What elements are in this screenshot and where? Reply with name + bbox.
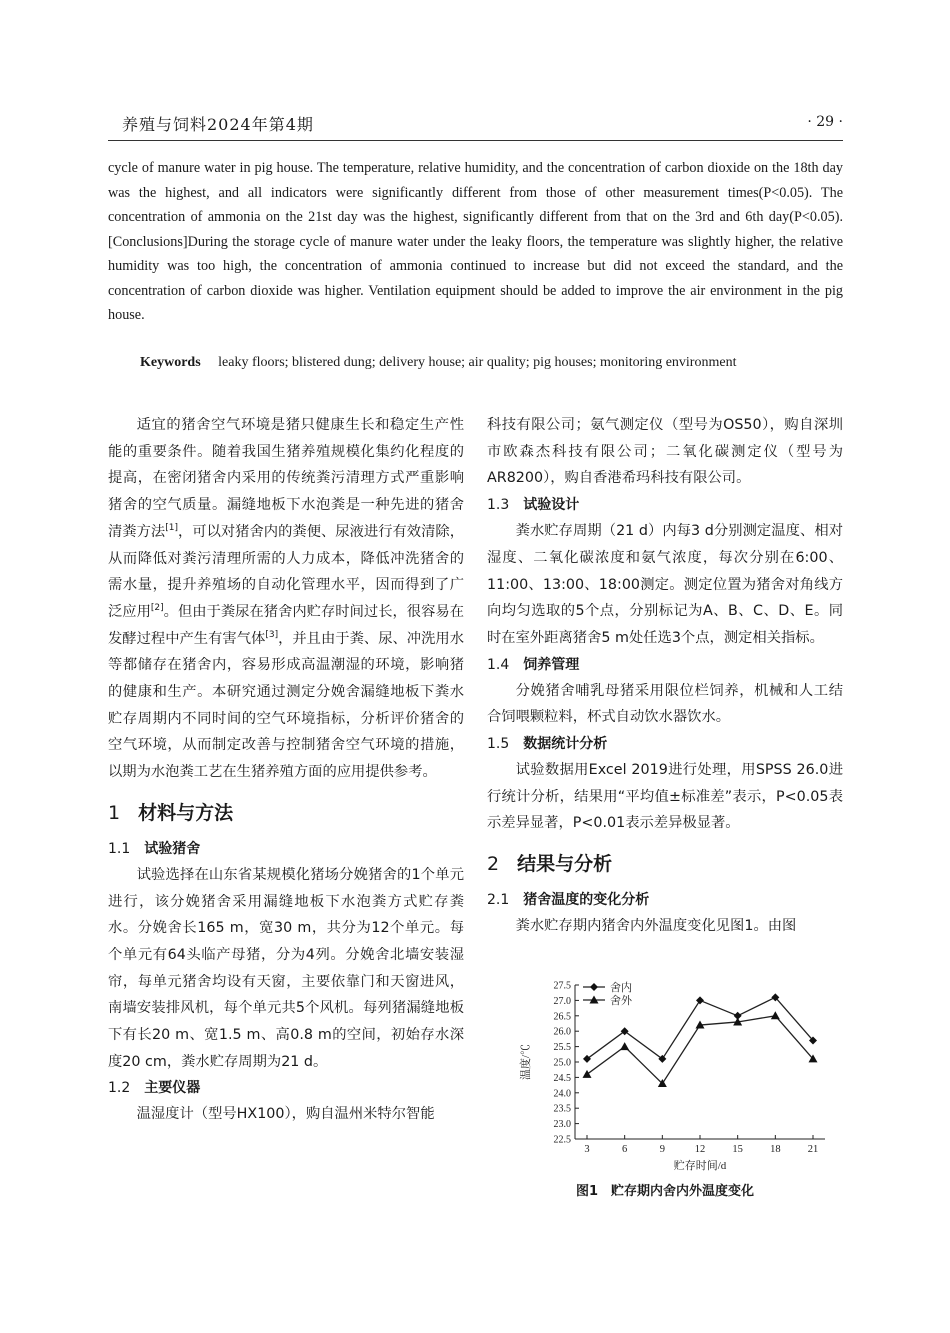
figure-caption: 图1 贮存期内舍内外温度变化 [575, 1184, 755, 1199]
section-1-4-heading: 1.4 饲养管理 [487, 656, 580, 673]
x-tick-label: 12 [694, 1144, 706, 1155]
x-tick-label: 21 [807, 1144, 819, 1155]
section-1-1-heading: 1.1 试验猪舍 [108, 840, 201, 857]
section-1-1-text: 试验选择在山东省某规模化猪场分娩猪舍的1个单元进行，该分娩猪舍采用漏缝地板下水泡粪方式贮存粪水。分娩舍长165 m，宽30 m，共分为12个单元。每个单元有64头临产母猪，分为4列。分娩舍北墙安装湿帘，每单元猪舍均设有天窗，主要依靠门和天窗进风，南墙安装排风机，每个单元共5个风机。每列猪漏缝地板下有长20 m、宽1.5 m、高0.8 m的空间，初始存水深度20 cm，粪水贮存周期为21 d。 [108, 866, 464, 1070]
journal-title: 养殖与饲料2024年第4期 [122, 115, 314, 134]
data-point-0-3 [696, 996, 704, 1004]
section-2-heading: 2 结果与分析 [487, 853, 613, 876]
left-column [108, 412, 464, 1128]
right-column [487, 412, 843, 940]
legend-marker-0 [590, 983, 598, 991]
section-2-1-heading: 2.1 猪舍温度的变化分析 [487, 892, 650, 909]
y-axis-label: 温度/℃ [520, 1043, 532, 1081]
x-tick-label: 3 [584, 1144, 590, 1155]
y-tick-label: 23.0 [553, 1119, 571, 1131]
section-2-1-text: 粪水贮存期内猪舍内外温度变化见图1。由图 [515, 918, 797, 935]
section-1-5-text: 试验数据用Excel 2019进行处理，用SPSS 26.0进行统计分析，结果用“平均值±标准差”表示，P<0.05表示差异显著，P<0.01表示差异极显著。 [487, 762, 843, 832]
abstract-text: cycle of manure water in pig house. The temperature, relative humidity, and the concentration of carbon dioxide on the 18th day was the highest, and all indicators were significantly different from those of other measurement times(P<0.05). The concentration of ammonia on the 21st day was the highest, significantly different from that on the 3rd and 6th day(P<0.05).[Conclusions]During the storage cycle of manure water under the leaky floors, the temperature was slightly higher, the relative humidity was too high, the concentration of ammonia continued to increase but did not exceed the standard, and the concentration of carbon dioxide was higher. Ventilation equipment should be added to improve the air environment in the pig house. [108, 160, 843, 323]
y-tick-label: 22.5 [553, 1134, 571, 1146]
data-point-1-1 [620, 1042, 629, 1050]
data-point-1-0 [583, 1070, 592, 1078]
ref-1[interactable]: [1] [165, 523, 178, 534]
y-tick-label: 26.0 [553, 1026, 571, 1038]
y-tick-label: 23.5 [553, 1103, 571, 1115]
section-1-5-heading: 1.5 数据统计分析 [487, 736, 608, 753]
temperature-line-chart [515, 975, 835, 1175]
x-tick-label: 6 [622, 1144, 628, 1155]
y-tick-label: 27.5 [553, 980, 571, 992]
intro-paragraph: 适宜的猪舍空气环境是猪只健康生长和稳定生产性能的重要条件。随着我国生猪养殖规模化集约化程度的提高，在密闭猪舍内采用的传统粪污清理方式严重影响猪舍的空气质量。漏缝地板下水泡粪是一种先进的猪舍清粪方法[1]，可以对猪舍内的粪便、尿液进行有效清除，从而降低对粪污清理所需的人力成本，降低冲洗猪舍的需水量，提升养殖场的自动化管理水平，因而得到了广泛应用[2]。但由于粪尿在猪舍内贮存时间过长，很容易在发酵过程中产生有害气体[3]，并且由于粪、尿、冲洗用水等都储存在猪舍内，容易形成高温潮湿的环境，影响猪的健康和生产。本研究通过测定分娩舍漏缝地板下粪水贮存周期内不同时间的空气环境指标，分析评价猪舍的空气环境，从而制定改善与控制猪舍空气环境的措施，以期为水泡粪工艺在生猪养殖方面的应用提供参考。 [108, 417, 465, 781]
page-number: · 29 · [807, 114, 843, 130]
keywords-label: Keywords [140, 355, 201, 370]
ref-3[interactable]: [3] [265, 629, 279, 640]
section-1-4-text: 分娩猪舍哺乳母猪采用限位栏饲养，机械和人工结合饲喂颗粒料，杯式自动饮水器饮水。 [487, 682, 843, 726]
section-1-3-text: 粪水贮存周期（21 d）内每3 d分别测定温度、相对湿度、二氧化碳浓度和氨气浓度，每次分别在6:00、11:00、13:00、18:00测定。测定位置为猪舍对角线方向均匀选取的5个点，分别标记为A、B、C、D、E。同时在室外距离猪舍5 m处任选3个点，测定相关指标。 [487, 523, 843, 646]
x-tick-label: 18 [770, 1144, 781, 1155]
legend-label-0: 舍内 [610, 982, 632, 994]
x-tick-label: 15 [732, 1144, 743, 1155]
header-rule [108, 140, 843, 141]
page-header [108, 112, 843, 138]
section-1-2-text-b: 科技有限公司；氨气测定仪（型号为OS50），购自深圳市欧森杰科技有限公司；二氧化碳测定仪（型号为AR8200），购自香港希玛科技有限公司。 [487, 417, 843, 487]
y-tick-label: 24.0 [553, 1088, 571, 1100]
keywords-text: leaky floors; blistered dung; delivery house; air quality; pig houses; monitoring environment [218, 355, 737, 370]
x-axis-label: 贮存时间/d [673, 1160, 727, 1172]
section-1-2-text-a: 温湿度计（型号HX100），购自温州米特尔智能 [136, 1106, 435, 1123]
keywords [140, 352, 736, 374]
y-tick-label: 27.0 [553, 995, 571, 1007]
legend-label-1: 舍外 [610, 995, 632, 1007]
y-tick-label: 25.0 [553, 1057, 571, 1069]
section-1-heading: 1 材料与方法 [108, 801, 234, 824]
section-1-3-heading: 1.3 试验设计 [487, 497, 580, 514]
y-tick-label: 25.5 [553, 1042, 571, 1054]
section-1-2-heading: 1.2 主要仪器 [108, 1080, 201, 1097]
data-point-1-5 [771, 1011, 780, 1019]
y-tick-label: 26.5 [553, 1011, 571, 1023]
x-tick-label: 9 [659, 1144, 665, 1155]
y-tick-label: 24.5 [553, 1072, 571, 1084]
ref-2[interactable]: [2] [150, 603, 164, 614]
